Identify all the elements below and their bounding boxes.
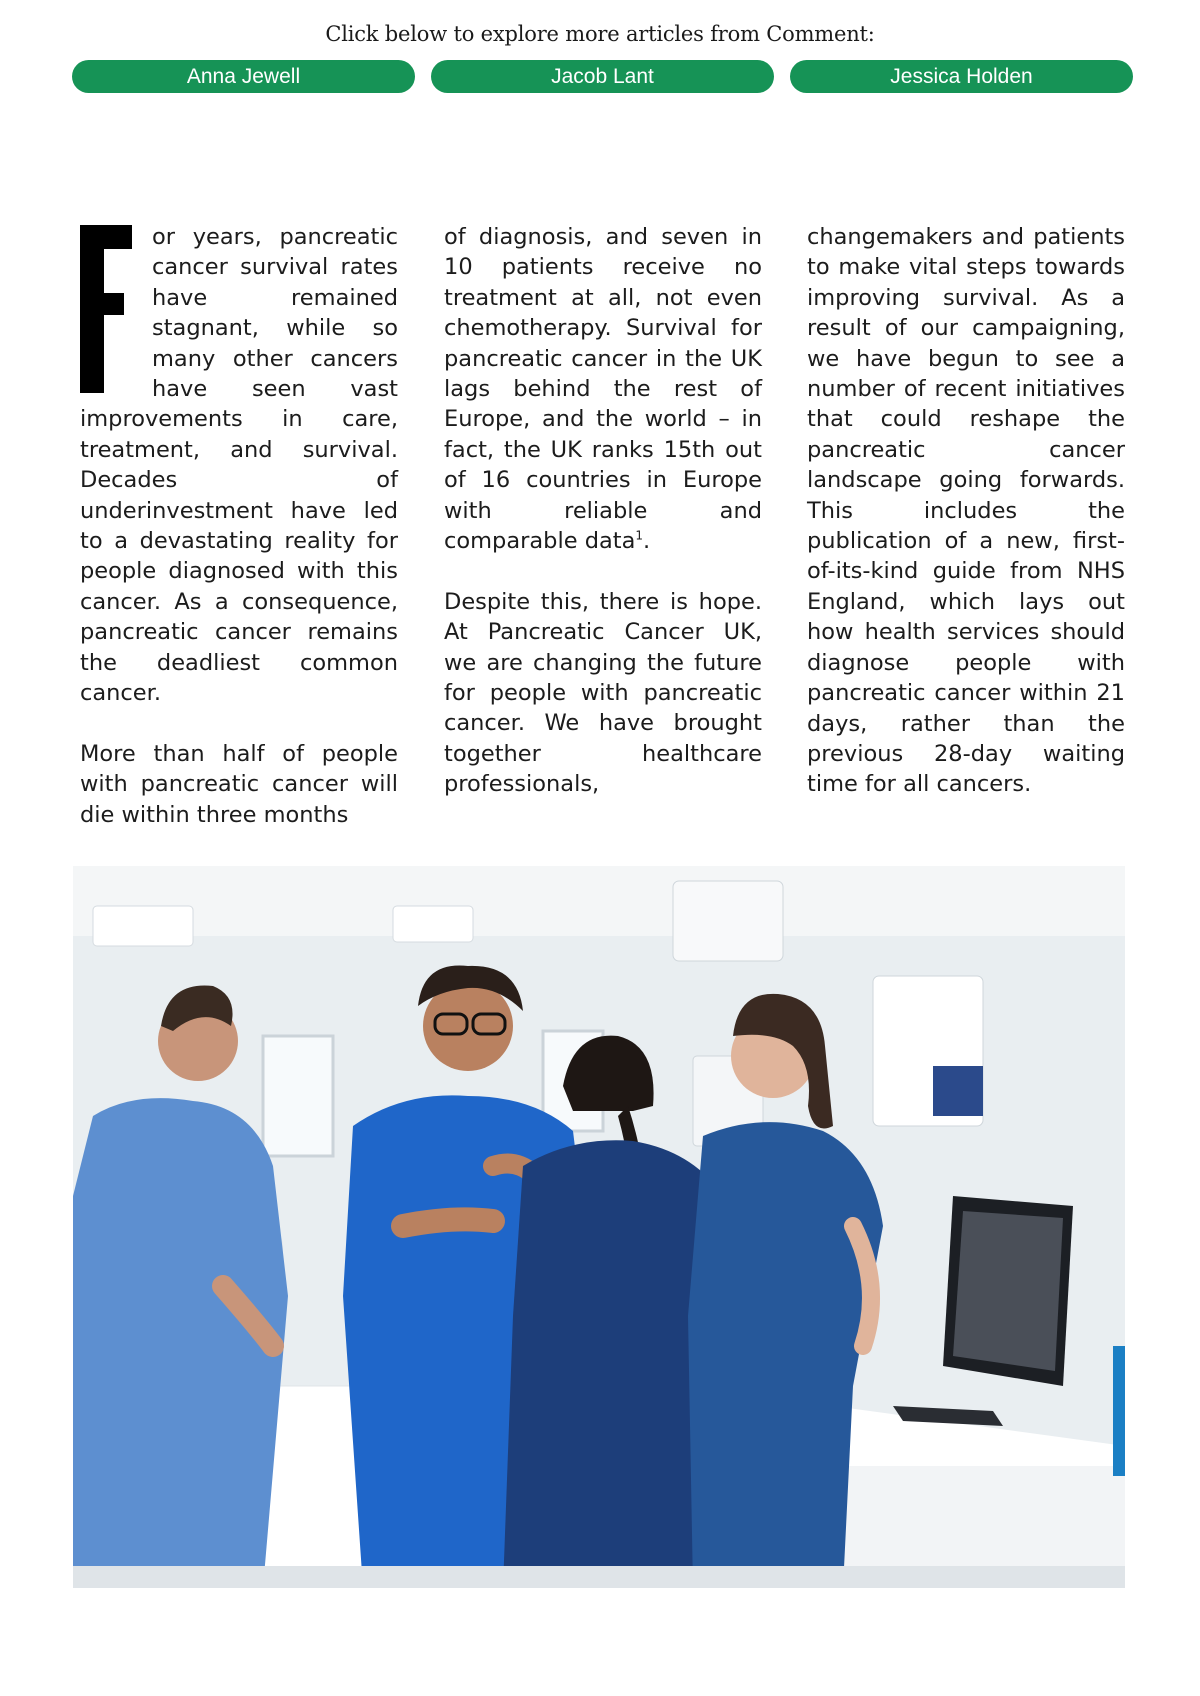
paragraph: Despite this, there is hope. At Pancreatic Cancer UK, we are changing the future for people with pancreatic cancer. We have brought together healthcare professionals, [444,588,762,798]
article-photo [73,866,1125,1588]
paragraph [444,222,762,556]
article-column-1 [80,222,398,861]
author-button-jessica-holden[interactable]: Jessica Holden [790,60,1133,93]
paragraph: changemakers and patients to make vital steps towards improving survival. As a result of our campaigning, we have begun to see a number of recent initiatives that could reshape the pancreatic cancer landscape going forwards. This includes the publication of a new, first-of-its-kind guide from NHS England, which lays out how health services should diagnose people with pancreatic cancer within 21 days, rather than the previous 28-day waiting time for all cancers. [807,224,1125,798]
author-button-jacob-lant[interactable]: Jacob Lant [431,60,774,93]
article-column-3 [807,222,1125,830]
article-body [80,222,1125,828]
footnote-ref[interactable]: 1 [635,528,644,543]
paragraph-text: of diagnosis, and seven in 10 patients receive no treatment at all, not even chemotherapy. Survival for pancreatic cancer in the UK lags behind the rest of Europe, and the world – in fact, the UK ranks 15th out of 16 countries in Europe with reliable and comparable data [444,224,762,555]
author-links [72,60,1132,93]
drop-cap [80,225,132,393]
paragraph: or years, pancreatic cancer survival rates have remained stagnant, while so many other cancers have seen vast improvements in care, treatment, and survival. Decades of underinvestment have led to a devastating reality for people diagnosed with this cancer. As a consequence, pancreatic cancer remains the deadliest common cancer. [80,224,398,707]
explore-heading: Click below to explore more articles from Comment: [325,22,875,46]
photo-illustration [73,866,1125,1588]
article-column-2 [444,222,762,830]
paragraph-end: . [643,528,651,555]
paragraph: More than half of people with pancreatic cancer will die within three months [80,740,398,828]
author-button-anna-jewell[interactable]: Anna Jewell [72,60,415,93]
